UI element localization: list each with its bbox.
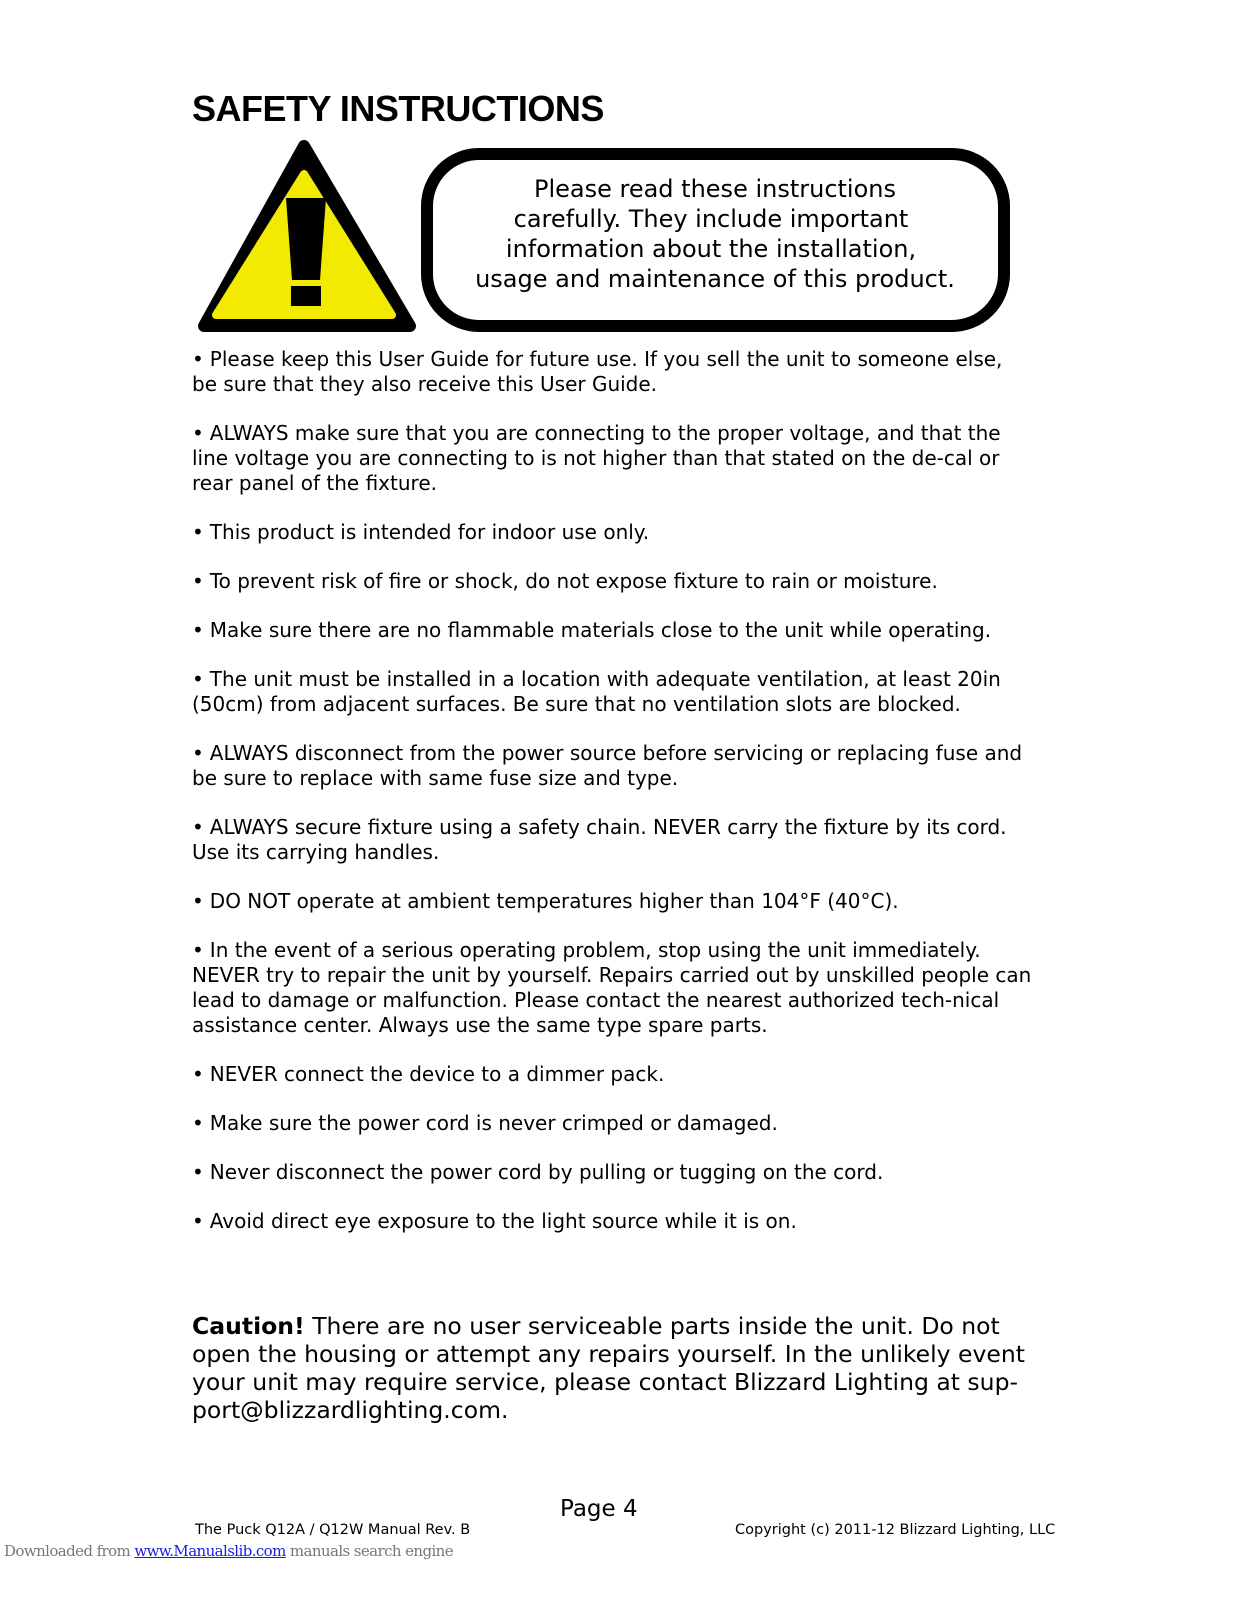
bullet-mark: • bbox=[192, 520, 204, 544]
list-item-text: The unit must be installed in a location with adequate ventilation, at least 20in (50cm) from adjacent surfaces. Be sure that no ventilation slots are blocked. bbox=[192, 667, 1001, 716]
list-item bbox=[192, 347, 1032, 397]
warning-banner bbox=[198, 140, 1018, 336]
warning-line-2: carefully. They include important bbox=[513, 205, 909, 233]
list-item bbox=[192, 520, 1032, 545]
list-item-text: NEVER connect the device to a dimmer pack. bbox=[209, 1062, 665, 1086]
download-prefix: Downloaded from bbox=[4, 1542, 131, 1560]
safety-bullet-list bbox=[192, 347, 1032, 1258]
bullet-mark: • bbox=[192, 347, 204, 371]
warning-line-1: Please read these instructions bbox=[533, 175, 897, 203]
footer-manual-title: The Puck Q12A / Q12W Manual Rev. B bbox=[195, 1522, 471, 1538]
list-item-text: To prevent risk of fire or shock, do not expose fixture to rain or moisture. bbox=[209, 569, 938, 593]
list-item bbox=[192, 1111, 1032, 1136]
list-item-text: ALWAYS make sure that you are connecting to the proper voltage, and that the line voltage you are connecting to is not higher than that stated on the de-cal or rear panel of the fixture. bbox=[192, 421, 1001, 495]
caution-paragraph bbox=[192, 1312, 1032, 1424]
download-suffix: manuals search engine bbox=[289, 1542, 453, 1560]
bullet-mark: • bbox=[192, 421, 204, 445]
list-item-text: Make sure there are no flammable materials close to the unit while operating. bbox=[209, 618, 992, 642]
bullet-mark: • bbox=[192, 741, 204, 765]
footer-copyright: Copyright (c) 2011-12 Blizzard Lighting, LLC bbox=[735, 1522, 1056, 1538]
caution-text: There are no user serviceable parts inside the unit. Do not open the housing or attempt any repairs yourself. In the unlikely event your unit may require service, please contact Blizzard Lighting at sup-port@blizzardlighting.com. bbox=[192, 1311, 1025, 1424]
bullet-mark: • bbox=[192, 938, 204, 962]
bullet-mark: • bbox=[192, 618, 204, 642]
download-notice bbox=[4, 1542, 453, 1560]
list-item-text: Make sure the power cord is never crimped or damaged. bbox=[209, 1111, 778, 1135]
warning-line-3: information about the installation, bbox=[505, 235, 917, 263]
list-item bbox=[192, 1160, 1032, 1185]
list-item bbox=[192, 889, 1032, 914]
list-item bbox=[192, 1062, 1032, 1087]
warning-line-4: usage and maintenance of this product. bbox=[475, 265, 955, 293]
bullet-mark: • bbox=[192, 1062, 204, 1086]
page-title: SAFETY INSTRUCTIONS bbox=[192, 88, 604, 129]
bullet-mark: • bbox=[192, 667, 204, 691]
bullet-mark: • bbox=[192, 889, 204, 913]
page-number: Page 4 bbox=[560, 1496, 638, 1522]
bullet-mark: • bbox=[192, 1160, 204, 1184]
list-item bbox=[192, 618, 1032, 643]
bullet-mark: • bbox=[192, 815, 204, 839]
list-item-text: ALWAYS disconnect from the power source before servicing or replacing fuse and be sure to replace with same fuse size and type. bbox=[192, 741, 1023, 790]
list-item-text: Please keep this User Guide for future use. If you sell the unit to someone else, be sure that they also receive this User Guide. bbox=[192, 347, 1003, 396]
list-item bbox=[192, 667, 1032, 717]
bullet-mark: • bbox=[192, 1209, 204, 1233]
list-item bbox=[192, 815, 1032, 865]
list-item bbox=[192, 421, 1032, 496]
list-item-text: This product is intended for indoor use only. bbox=[209, 520, 650, 544]
list-item bbox=[192, 1209, 1032, 1234]
caution-label: Caution! bbox=[192, 1311, 305, 1340]
list-item-text: Never disconnect the power cord by pulling or tugging on the cord. bbox=[209, 1160, 884, 1184]
list-item-text: DO NOT operate at ambient temperatures higher than 104°F (40°C). bbox=[209, 889, 899, 913]
list-item-text: In the event of a serious operating problem, stop using the unit immediately. NEVER try to repair the unit by yourself. Repairs carried out by unskilled people can lead to damage or malfunction. Please contact the nearest authorized tech-nical assistance center. Always use the same type spare parts. bbox=[192, 938, 1032, 1037]
manualslib-link[interactable]: www.Manualslib.com bbox=[134, 1542, 286, 1560]
list-item bbox=[192, 741, 1032, 791]
list-item bbox=[192, 569, 1032, 594]
list-item-text: ALWAYS secure fixture using a safety chain. NEVER carry the fixture by its cord. Use its carrying handles. bbox=[192, 815, 1007, 864]
bullet-mark: • bbox=[192, 1111, 204, 1135]
exclamation-mark-icon bbox=[286, 198, 326, 306]
list-item bbox=[192, 938, 1032, 1038]
bullet-mark: • bbox=[192, 569, 204, 593]
list-item-text: Avoid direct eye exposure to the light source while it is on. bbox=[209, 1209, 797, 1233]
